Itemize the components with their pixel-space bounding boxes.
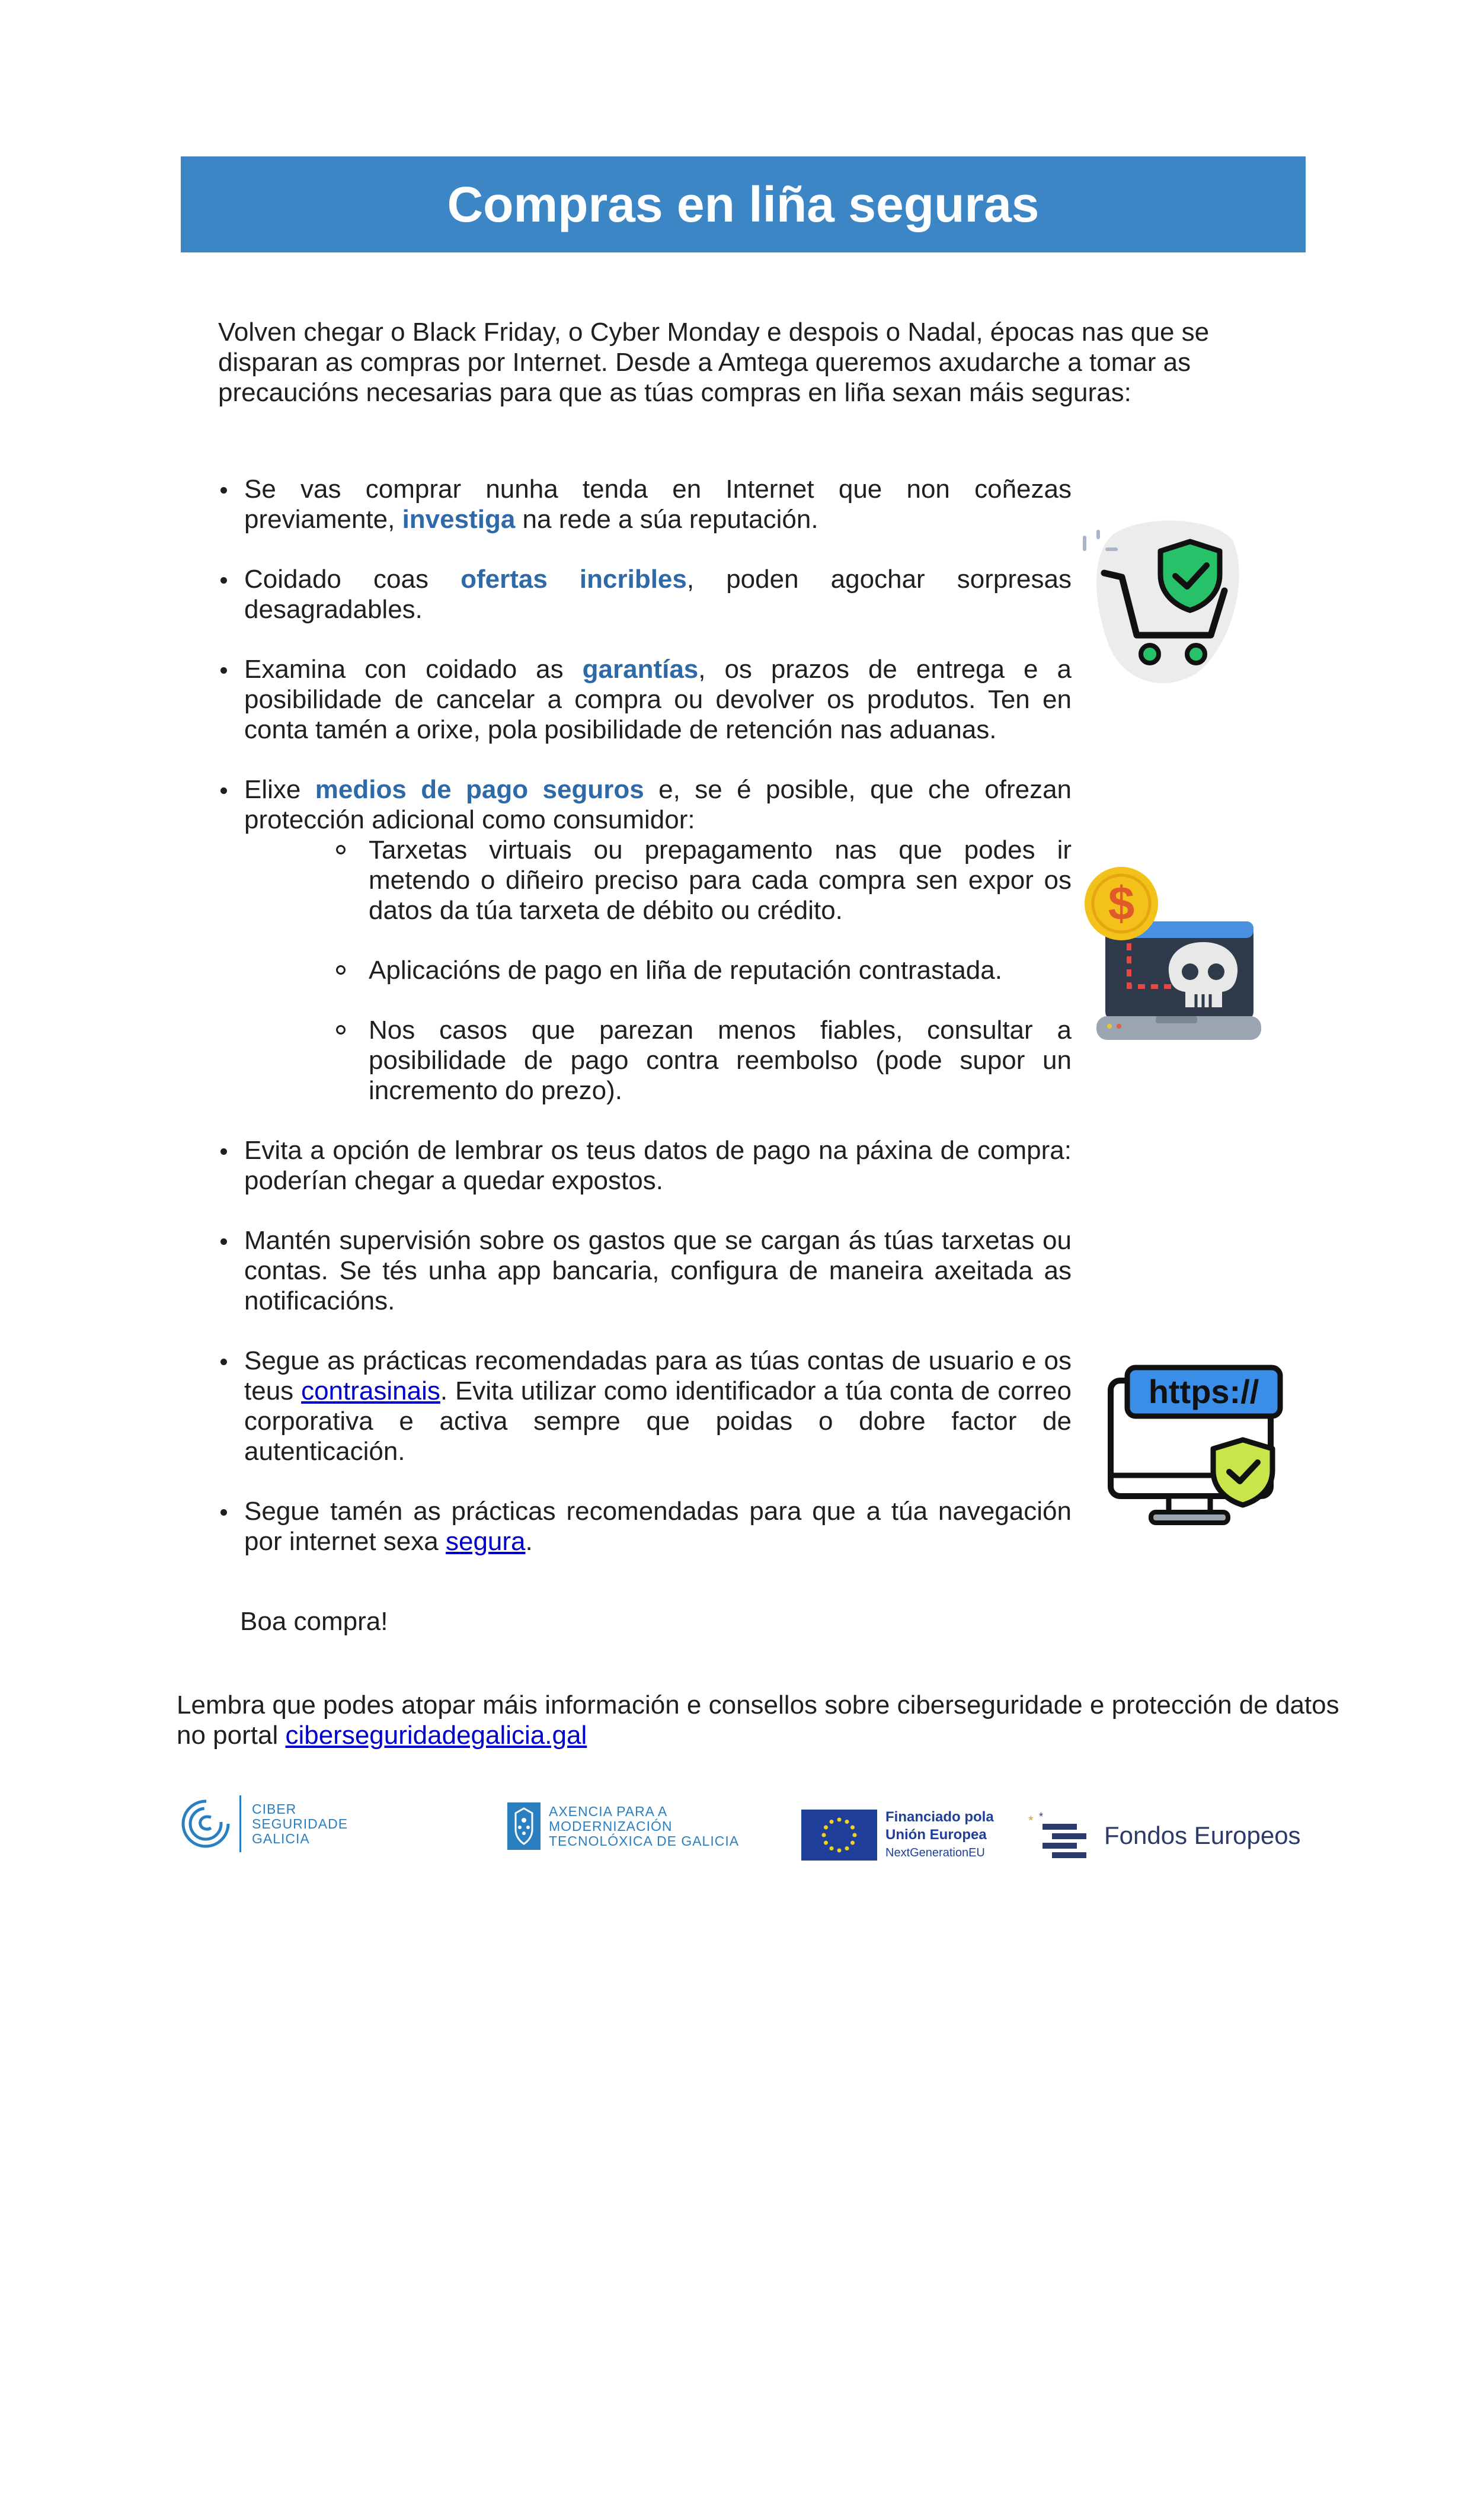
tip-text: Elixe	[244, 775, 315, 804]
footer-note	[177, 1690, 1356, 1750]
tip-text: Coidado coas	[244, 565, 461, 594]
dollar-sign-glyph: $	[1108, 877, 1135, 930]
amtega-logo	[507, 1802, 739, 1850]
eu-flag-icon	[801, 1810, 877, 1861]
tip-highlight: garantías	[582, 655, 699, 684]
ciber-logo-text: SEGURIDADE	[252, 1815, 348, 1831]
tip-guarantees	[244, 654, 1072, 745]
fondos-europeos-logo	[1028, 1812, 1301, 1859]
xunta-emblem-icon	[507, 1802, 541, 1850]
closing-text: Boa compra!	[240, 1607, 388, 1636]
fondos-europeos-icon	[1028, 1812, 1099, 1859]
tip-investigate	[244, 474, 1072, 534]
tip-text: Examina con coidado as	[244, 655, 583, 684]
tip-text: Segue tamén as prácticas recomendadas para que a túa navegación por internet sexa	[244, 1497, 1072, 1556]
tip-text: . Evita utilizar como identificador a túa conta de correo corporativa e activa sempre que poidas o dobre factor de autenticación.	[244, 1376, 1072, 1466]
ciber-logo-text: CIBER	[252, 1801, 297, 1817]
tip-text: Se vas comprar nunha tenda en Internet que non coñezas previamente,	[244, 475, 1072, 534]
tip-text: , os prazos de entrega e a posibilidade de cancelar a compra ou devolver os produtos. Ten en conta tamén a orixe, pola posibilidade de retención nas aduanas.	[244, 655, 1072, 744]
tip-supervision: Mantén supervisión sobre os gastos que se cargan ás túas tarxetas ou contas. Se tés unha app bancaria, configura de maneira axeitada as notificacións.	[244, 1226, 1072, 1315]
tip-payment-methods	[244, 774, 1072, 1106]
payment-sublist	[244, 835, 1072, 1106]
fondos-europeos-text: Fondos Europeos	[1104, 1821, 1301, 1849]
svg-text:*: *	[1028, 1813, 1034, 1828]
tip-passwords	[244, 1346, 1072, 1466]
intro-paragraph: Volven chegar o Black Friday, o Cyber Monday e despois o Nadal, épocas nas que se disparan as compras por Internet. Desde a Amtega queremos axudarche a tomar as precaucións necesarias para que as túas compras en liña sexan máis seguras:	[218, 318, 1210, 407]
tip-highlight: medios de pago seguros	[315, 775, 644, 804]
eu-logo-text: Unión Europea	[885, 1827, 987, 1843]
amtega-logo-text: TECNOLÓXICA DE GALICIA	[549, 1833, 740, 1849]
tip-highlight: investiga	[402, 505, 516, 534]
footer-text: Lembra que podes atopar máis información e consellos sobre ciberseguridade e protección de datos no portal	[177, 1690, 1339, 1750]
tip-highlight: ofertas incribles	[461, 565, 687, 594]
portal-link[interactable]: ciberseguridadegalicia.gal	[285, 1721, 587, 1750]
shopping-cart-shield-icon	[1077, 517, 1245, 689]
tip-text: .	[525, 1527, 533, 1556]
tips-list	[244, 474, 1072, 1586]
amtega-logo-text: AXENCIA PARA A	[549, 1803, 668, 1819]
tip-payment-data: Evita a opción de lembrar os teus datos de pago na páxina de compra: poderían chegar a quedar expostos.	[244, 1136, 1072, 1195]
tip-text: , poden agochar sorpresas desagradables.	[244, 565, 1072, 624]
eu-nextgeneration-logo	[801, 1808, 994, 1862]
sub-item-cash-on-delivery: Nos casos que parezan menos fiables, consultar a posibilidade de pago contra reembolso (pode supor un incremento do prezo).	[369, 1016, 1072, 1105]
sub-item-payment-apps: Aplicacións de pago en liña de reputación contrastada.	[369, 955, 1072, 985]
page-title: Compras en liña seguras	[181, 156, 1306, 252]
secure-https-monitor-icon	[1104, 1363, 1287, 1529]
secure-navigation-link[interactable]: segura	[445, 1527, 526, 1556]
tip-offers	[244, 564, 1072, 625]
ciber-logo-text: GALICIA	[252, 1830, 310, 1846]
svg-text:*: *	[1039, 1812, 1044, 1823]
ciberseguridade-galicia-logo	[179, 1795, 348, 1852]
ciber-logo-icon	[179, 1797, 232, 1850]
eu-logo-text: NextGenerationEU	[885, 1846, 985, 1859]
amtega-logo-text: MODERNIZACIÓN	[549, 1818, 673, 1834]
tip-text: na rede a súa reputación.	[515, 505, 818, 534]
tip-text: Segue as prácticas recomendadas para as túas contas de usuario e os teus	[244, 1346, 1072, 1405]
sub-item-virtual-cards: Tarxetas virtuais ou prepagamento nas que podes ir metendo o diñeiro preciso para cada compra sen expor os datos da túa tarxeta de débito ou crédito.	[369, 835, 1072, 925]
payment-fraud-laptop-icon	[1085, 865, 1262, 1043]
passwords-link[interactable]: contrasinais	[301, 1376, 440, 1405]
eu-logo-text: Financiado pola	[885, 1809, 994, 1825]
tip-text: e, se é posible, que che ofrezan protección adicional como consumidor:	[244, 775, 1072, 834]
https-label: https://	[1148, 1373, 1259, 1410]
tip-navigation	[244, 1496, 1072, 1557]
